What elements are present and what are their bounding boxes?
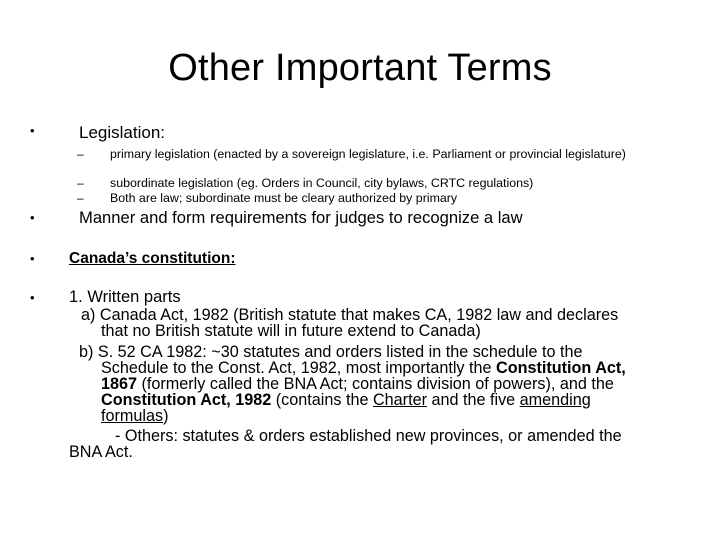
legislation-label: Legislation: [79,123,166,142]
part-a-line-2: that no British statute will in future extend to Canada) [101,322,481,340]
constitution-act-1867-term: Constitution Act, [496,359,626,377]
written-parts-label: 1. Written parts [69,288,181,306]
amending-term: amending [519,391,591,409]
manner-and-form-text: Manner and form requirements for judges to recognize a law [79,208,523,227]
part-b-line-4-mid: and the five [426,391,520,409]
dash-icon: – [77,176,84,190]
others-line-2: BNA Act. [69,443,133,461]
sub-item-primary-legislation: primary legislation (enacted by a sovereign legislature, i.e. Parliament or provincial legislature) [110,147,626,161]
dash-icon: – [77,147,84,161]
part-b-line-1: b) S. 52 CA 1982: ~30 statutes and orders listed in the schedule to the [79,343,583,361]
constitution-act-1982-term: Constitution Act, 1982 [101,391,272,409]
part-a-line-1: a) Canada Act, 1982 (British statute that makes CA, 1982 law and declares [81,306,619,324]
others-line-1: - Others: statutes & orders established new provinces, or amended the [115,427,622,445]
canadas-constitution-heading: Canada’s constitution: [69,250,236,267]
formulas-term: formulas [101,407,164,425]
sub-item-subordinate-legislation: subordinate legislation (eg. Orders in Council, city bylaws, CRTC regulations) [110,176,534,190]
slide-title: Other Important Terms [168,47,552,89]
bullet-icon: • [30,290,35,305]
part-b-line-5-text: ) [163,407,169,425]
bullet-icon: • [30,210,35,225]
sub-item-both-are-law: Both are law; subordinate must be cleary authorized by primary [110,191,458,205]
bullet-icon: • [30,251,35,266]
charter-term: Charter [372,391,427,409]
bullet-icon: • [30,123,35,138]
part-b-line-4 [101,392,591,409]
part-b-line-2-text: Schedule to the Const. Act, 1982, most importantly the [101,359,497,377]
year-1867-term: 1867 [101,375,138,393]
part-b-line-4-text: (contains the [271,391,373,409]
part-b-line-5 [101,408,168,425]
part-b-line-3-text: (formerly called the BNA Act; contains division of powers), and the [137,375,614,393]
dash-icon: – [77,191,84,205]
